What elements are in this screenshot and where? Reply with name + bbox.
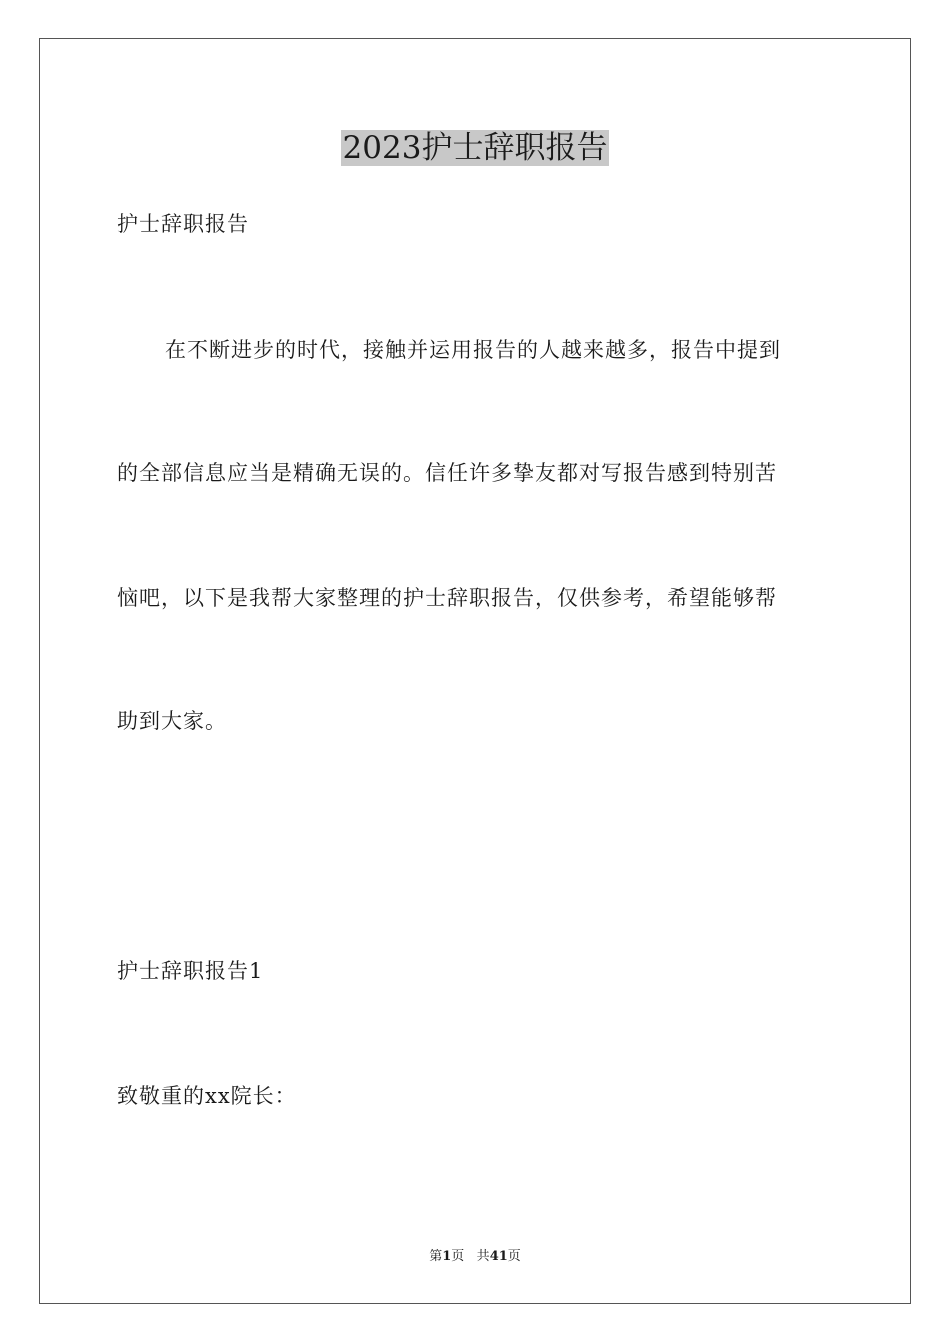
section-heading: 护士辞职报告1 <box>117 959 264 983</box>
intro-line-4: 助到大家。 <box>117 709 227 733</box>
footer-page-number: 1 <box>442 1249 452 1264</box>
footer-page-prefix: 第 <box>429 1249 443 1264</box>
salutation: 致敬重的xx院长： <box>117 1084 297 1108</box>
document-title-text: 2023护士辞职报告 <box>342 130 608 166</box>
intro-line-3: 恼吧，以下是我帮大家整理的护士辞职报告，仅供参考，希望能够帮 <box>117 586 777 610</box>
page-footer <box>0 1248 950 1266</box>
intro-line-2: 的全部信息应当是精确无误的。信任许多挚友都对写报告感到特别苦 <box>117 461 777 485</box>
footer-page-suffix: 页 <box>451 1249 465 1264</box>
footer-total-pages: 41 <box>489 1249 508 1264</box>
document-title <box>0 128 950 168</box>
intro-line-1: 在不断进步的时代，接触并运用报告的人越来越多，报告中提到 <box>165 338 781 362</box>
footer-total-suffix: 页 <box>507 1249 521 1264</box>
footer-total-prefix: 共 <box>476 1249 490 1264</box>
document-subtitle: 护士辞职报告 <box>117 212 249 236</box>
